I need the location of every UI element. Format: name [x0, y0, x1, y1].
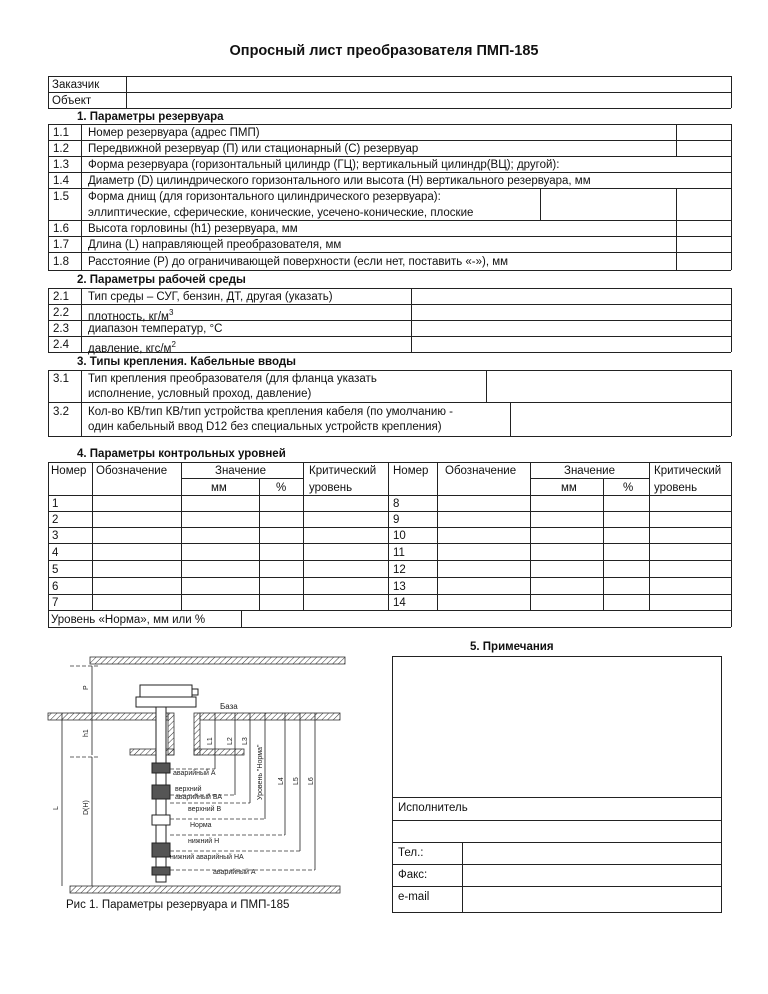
label-upper-alarm-2: аварийный ВА: [175, 794, 222, 801]
row-1-2-num: 1.2: [53, 143, 69, 155]
level-row-num: 5: [52, 564, 59, 576]
level-row-num: 14: [393, 597, 406, 609]
notes-field[interactable]: [393, 657, 721, 796]
phone-field[interactable]: [463, 843, 721, 863]
label-lower-N: нижний Н: [188, 838, 220, 845]
label-norma-level: Уровень "Норма": [257, 744, 264, 800]
label-h1: h1: [83, 729, 90, 737]
level-row-num: 6: [52, 581, 59, 593]
level-row-num: 3: [52, 530, 59, 542]
row-1-7-text: Длина (L) направляющей преобразователя, мм: [88, 239, 342, 251]
col-designation-left: Обозначение: [96, 465, 168, 477]
label-baza: База: [220, 702, 238, 711]
row-1-1-num: 1.1: [53, 127, 69, 139]
row-3-2-num: 3.2: [53, 406, 69, 418]
col-pct-right: %: [623, 482, 634, 494]
label-alarm-A: аварийный А: [173, 770, 216, 777]
row-2-2-text: плотность, $кг/м^3$: [88, 308, 174, 323]
fax-field[interactable]: [463, 865, 721, 885]
executor-field[interactable]: [393, 821, 721, 841]
row-3-1-text: Тип крепления преобразователя (для фланца указать: [88, 373, 377, 385]
email-field[interactable]: [463, 887, 721, 912]
col-critical2-left: уровень: [309, 482, 353, 494]
section4-title: 4. Параметры контрольных уровней: [77, 448, 286, 460]
row-1-8-text: Расстояние (P) до ограничивающей поверхности (если нет, поставить «-»), мм: [88, 256, 509, 268]
label-L5: L5: [293, 777, 300, 785]
row-2-4-num: 2.4: [53, 339, 69, 351]
customer-field[interactable]: [127, 77, 730, 92]
norma-level-field[interactable]: [242, 611, 730, 626]
row-3-2-text: Кол-во КВ/тип КВ/тип устройства крепления кабеля (по умолчанию -: [88, 406, 453, 418]
figure-caption: Рис 1. Параметры резервуара и ПМП-185: [66, 899, 290, 911]
level-row-num: 11: [393, 547, 405, 559]
row-1-5-num: 1.5: [53, 191, 69, 203]
executor-label: Исполнитель: [398, 802, 468, 814]
level-row-num: 9: [393, 514, 400, 526]
section3-title: 3. Типы крепления. Кабельные вводы: [77, 356, 296, 368]
col-designation-right: Обозначение: [445, 465, 517, 477]
row-3-1-num: 3.1: [53, 373, 69, 385]
level-row-num: 1: [52, 498, 59, 510]
level-row-num: 2: [52, 514, 59, 526]
row-1-5-text: Форма днищ (для горизонтального цилиндрического резервуара):: [88, 191, 441, 203]
col-num-right: Номер: [393, 465, 429, 477]
object-field[interactable]: [127, 93, 730, 108]
row-3-1-text2: исполнение, условный проход, давление): [88, 388, 312, 400]
col-value-right: Значение: [564, 465, 615, 477]
tank-diagram: [40, 645, 380, 915]
level-row-num: 8: [393, 498, 400, 510]
row-1-2-text: Передвижной резервуар (П) или стационарный (С) резервуар: [88, 143, 419, 155]
row-1-6-num: 1.6: [53, 223, 69, 235]
level-row-num: 7: [52, 597, 59, 609]
section5-title: 5. Примечания: [470, 641, 554, 653]
row-1-4-text: Диаметр (D) цилиндрического горизонтального или высота (H) вертикального резервуара, мм: [88, 175, 591, 187]
row-2-1-num: 2.1: [53, 291, 69, 303]
row-2-1-text: Тип среды – СУГ, бензин, ДТ, другая (указать): [88, 291, 333, 303]
norma-level-label: Уровень «Норма», мм или %: [51, 614, 206, 626]
col-value-left: Значение: [215, 465, 266, 477]
customer-label: Заказчик: [52, 79, 100, 91]
row-1-4-num: 1.4: [53, 175, 69, 187]
section1-title: 1. Параметры резервуара: [77, 111, 224, 123]
col-num-left: Номер: [51, 465, 87, 477]
row-1-5-text2: эллиптические, сферические, конические, усечено-конические, плоские: [88, 207, 474, 219]
col-critical-right: Критический: [654, 465, 722, 477]
row-2-3-text: диапазон температур, °С: [88, 323, 223, 335]
row-1-3-text: Форма резервуара (горизонтальный цилиндр (ГЦ); вертикальный цилиндр(ВЦ); другой):: [88, 159, 560, 171]
label-upper-V: верхний В: [188, 806, 222, 813]
level-row-num: 10: [393, 530, 406, 542]
object-label: Объект: [52, 95, 92, 107]
row-1-7-num: 1.7: [53, 239, 69, 251]
phone-label: Тел.:: [398, 847, 424, 859]
level-row-num: 12: [393, 564, 406, 576]
col-critical-left: Критический: [309, 465, 377, 477]
label-lower-alarm-NA: нижний аварийный НА: [170, 854, 244, 861]
page-title: Опросный лист преобразователя ПМП-185: [229, 43, 539, 59]
label-L6: L6: [308, 777, 315, 785]
label-L3: L3: [242, 737, 249, 745]
col-mm-left: мм: [211, 482, 227, 494]
label-L: L: [53, 806, 60, 810]
label-P: P: [83, 685, 90, 690]
label-alarm-A2: аварийный А: [213, 869, 256, 876]
row-1-3-num: 1.3: [53, 159, 69, 171]
section2-title: 2. Параметры рабочей среды: [77, 274, 246, 286]
row-3-2-text2: один кабельный ввод D12 без специальных устройств крепления): [88, 421, 442, 433]
label-L1: L1: [207, 737, 214, 745]
label-upper-alarm-1: верхний: [175, 786, 202, 793]
label-L4: L4: [278, 777, 285, 785]
col-mm-right: мм: [561, 482, 577, 494]
row-1-6-text: Высота горловины (h1) резервуара, мм: [88, 223, 298, 235]
row-2-2-num: 2.2: [53, 307, 69, 319]
email-label: e-mail: [398, 891, 430, 903]
row-2-4-text: давление, кгс/$м^2$: [88, 340, 176, 355]
row-1-1-text: Номер резервуара (адрес ПМП): [88, 127, 260, 139]
label-norma: Норма: [190, 822, 212, 829]
level-row-num: 4: [52, 547, 59, 559]
col-pct-left: %: [276, 482, 287, 494]
fax-label: Факс:: [398, 869, 428, 881]
label-DH: D(H): [83, 800, 90, 815]
row-1-8-num: 1.8: [53, 256, 69, 268]
col-critical2-right: уровень: [654, 482, 698, 494]
row-2-3-num: 2.3: [53, 323, 69, 335]
level-row-num: 13: [393, 581, 406, 593]
label-L2: L2: [227, 737, 234, 745]
